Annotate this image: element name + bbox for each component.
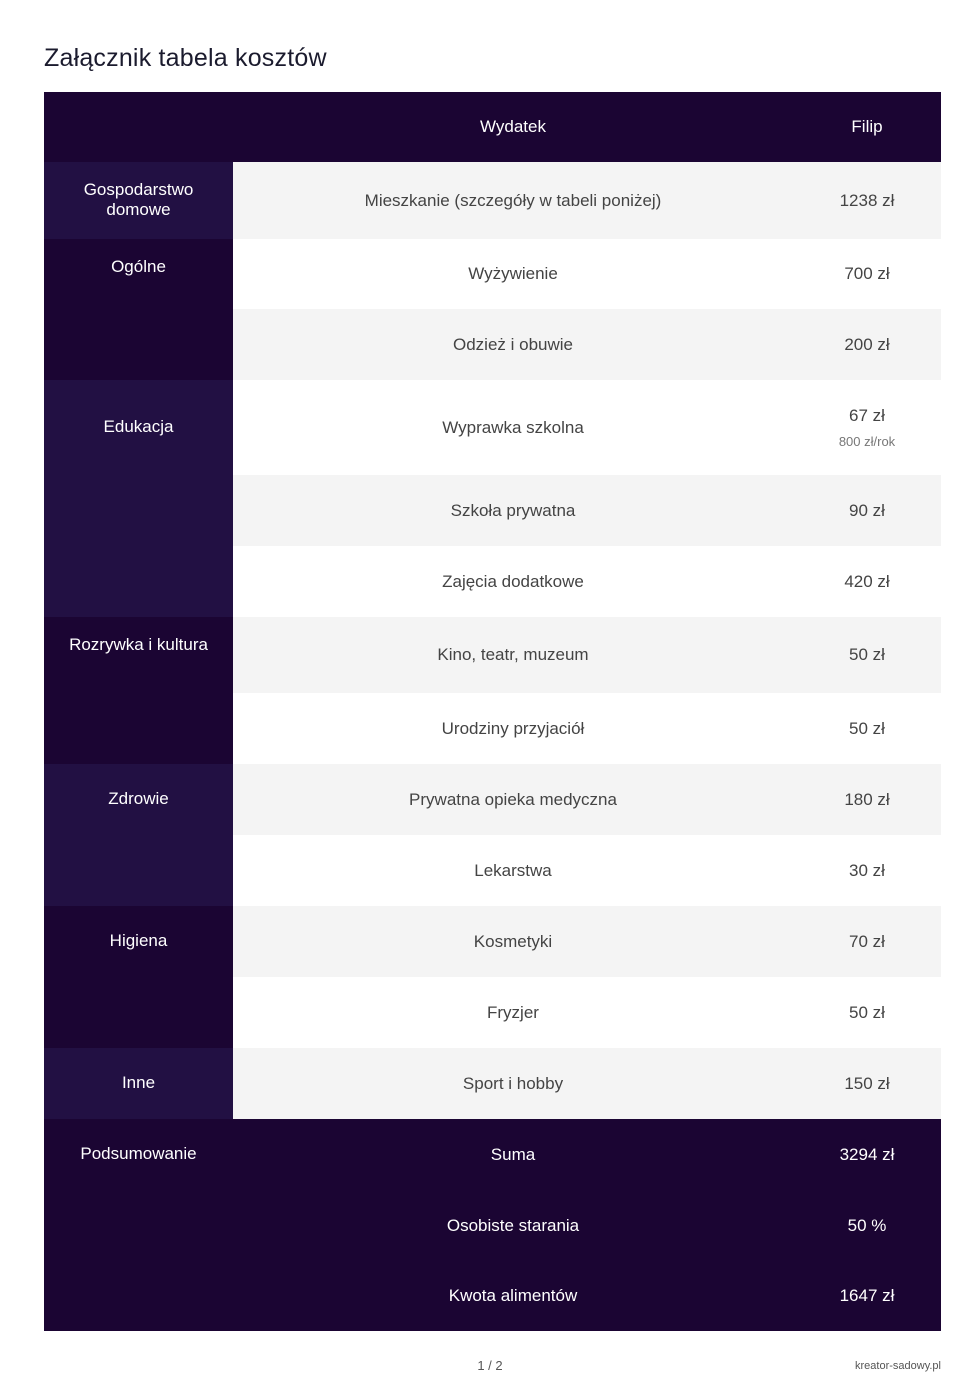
header-person: Filip: [793, 92, 941, 162]
expense-cell: Odzież i obuwie: [233, 309, 793, 380]
category-edukacja: Edukacja: [44, 380, 233, 617]
table-row: [44, 906, 941, 977]
expense-cell: Kino, teatr, muzeum: [233, 617, 793, 693]
amount-cell: 1238 zł: [793, 162, 941, 239]
amount-cell: 90 zł: [793, 475, 941, 546]
amount-cell: [793, 380, 941, 475]
expense-cell: Sport i hobby: [233, 1048, 793, 1119]
amount-cell: 180 zł: [793, 764, 941, 835]
brand-footer: kreator-sadowy.pl: [855, 1360, 941, 1372]
expense-cell: Wyprawka szkolna: [233, 380, 793, 475]
category-gospodarstwo: Gospodarstwo domowe: [44, 162, 233, 239]
amount-cell: 200 zł: [793, 309, 941, 380]
category-ogolne: Ogólne: [44, 239, 233, 380]
table-row: [44, 239, 941, 309]
header-expense: Wydatek: [233, 92, 793, 162]
summary-amount: 50 %: [793, 1190, 941, 1261]
category-higiena: Higiena: [44, 906, 233, 1048]
amount-cell: 700 zł: [793, 239, 941, 309]
summary-expense: Suma: [233, 1119, 793, 1190]
page-title: Załącznik tabela kosztów: [44, 44, 327, 72]
expense-cell: Urodziny przyjaciół: [233, 693, 793, 764]
table-row: [44, 380, 941, 475]
expense-cell: Lekarstwa: [233, 835, 793, 906]
summary-label: Podsumowanie: [44, 1119, 233, 1331]
amount-value: 67 zł: [849, 406, 885, 425]
page-number: 1 / 2: [477, 1358, 503, 1373]
table-row: [44, 162, 941, 239]
expense-cell: Mieszkanie (szczegóły w tabeli poniżej): [233, 162, 793, 239]
amount-cell: 50 zł: [793, 977, 941, 1048]
summary-row: [44, 1119, 941, 1190]
summary-amount: 1647 zł: [793, 1261, 941, 1331]
amount-cell: 50 zł: [793, 693, 941, 764]
expense-cell: Prywatna opieka medyczna: [233, 764, 793, 835]
category-inne: Inne: [44, 1048, 233, 1119]
amount-cell: 30 zł: [793, 835, 941, 906]
amount-cell: 420 zł: [793, 546, 941, 617]
amount-cell: 50 zł: [793, 617, 941, 693]
table-header-row: [44, 92, 941, 162]
summary-amount: 3294 zł: [793, 1119, 941, 1190]
category-rozrywka: Rozrywka i kultura: [44, 617, 233, 764]
amount-cell: 150 zł: [793, 1048, 941, 1119]
table-row: [44, 764, 941, 835]
summary-expense: Kwota alimentów: [233, 1261, 793, 1331]
summary-expense: Osobiste starania: [233, 1190, 793, 1261]
table-row: [44, 1048, 941, 1119]
category-zdrowie: Zdrowie: [44, 764, 233, 906]
expense-cell: Wyżywienie: [233, 239, 793, 309]
expense-cell: Kosmetyki: [233, 906, 793, 977]
cost-table: [44, 92, 941, 1331]
table-row: [44, 617, 941, 693]
expense-cell: Zajęcia dodatkowe: [233, 546, 793, 617]
header-category: [44, 92, 233, 162]
expense-cell: Szkoła prywatna: [233, 475, 793, 546]
expense-cell: Fryzjer: [233, 977, 793, 1048]
amount-note: 800 zł/rok: [838, 434, 896, 449]
amount-cell: 70 zł: [793, 906, 941, 977]
